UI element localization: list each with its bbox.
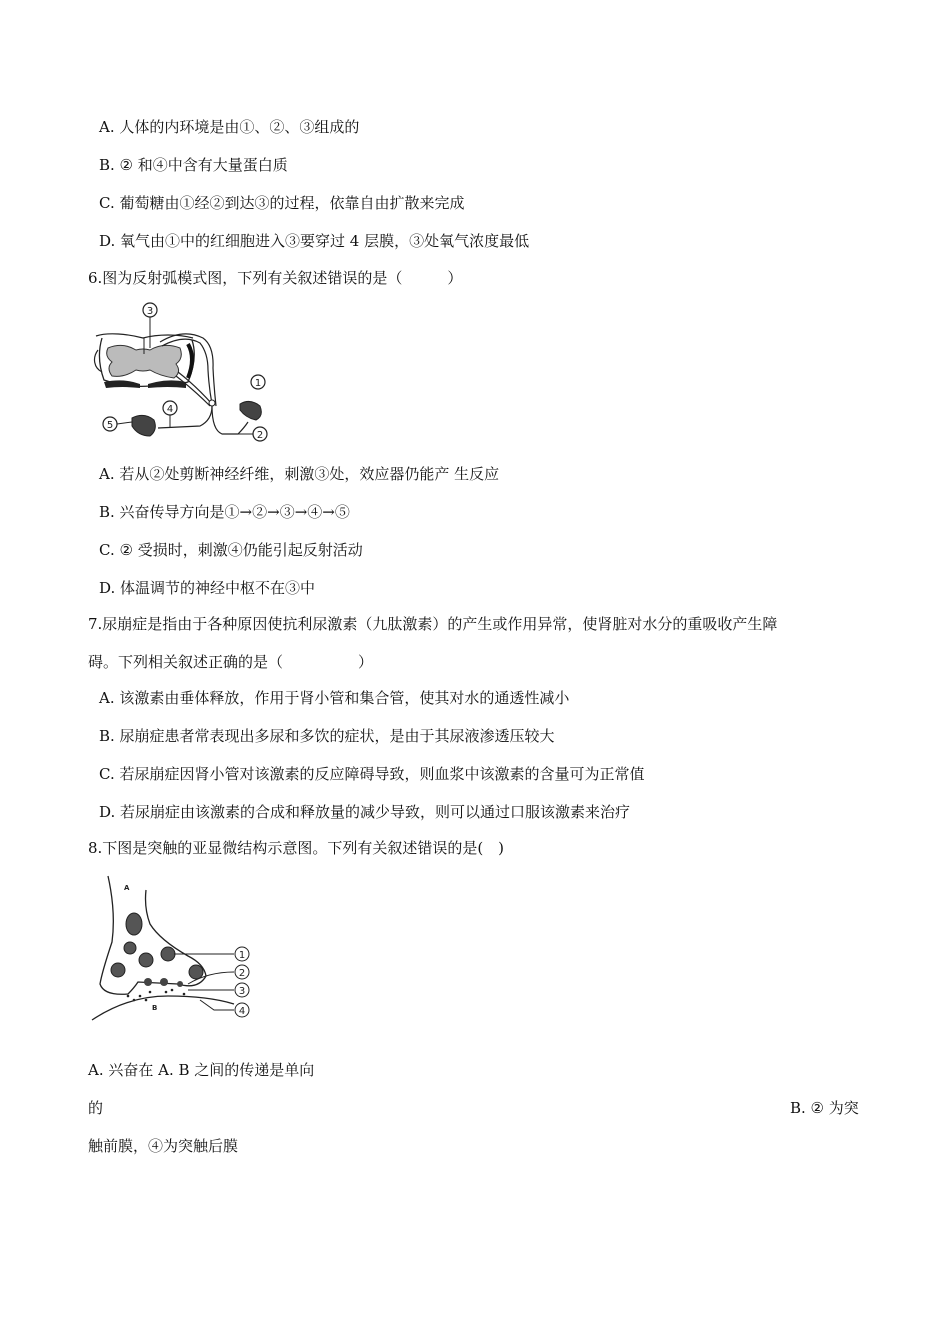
q6-option-d: D. 体温调节的神经中枢不在③中 bbox=[99, 579, 316, 597]
q7-option-a: A. 该激素由垂体释放，作用于肾小管和集合管，使其对水的通透性减小 bbox=[99, 689, 570, 707]
label-1: 1 bbox=[254, 378, 262, 389]
q6-stem: 6.图为反射弧模式图，下列有关叙述错误的是（ ） bbox=[88, 269, 463, 287]
q5-option-d: D. 氧气由①中的红细胞进入③要穿过 4 层膜，③处氧气浓度最低 bbox=[99, 232, 530, 250]
q7-option-c: C. 若尿崩症因肾小管对该激素的反应障碍导致，则血浆中该激素的含量可为正常值 bbox=[99, 765, 645, 783]
label-2: 2 bbox=[256, 430, 264, 441]
synapse-diagram bbox=[88, 872, 260, 1024]
q5-option-a: A. 人体的内环境是由①、②、③组成的 bbox=[99, 118, 360, 136]
label-b: B bbox=[152, 1004, 158, 1012]
q8-option-b-part1: B. ② 为突 bbox=[790, 1099, 859, 1117]
label-3: 3 bbox=[146, 306, 154, 317]
q7-stem-line1: 7.尿崩症是指由于各种原因使抗利尿激素（九肽激素）的产生或作用异常，使肾脏对水分的重吸收产生障 bbox=[88, 615, 778, 633]
label-5: 5 bbox=[106, 420, 114, 431]
q7-stem-line2: 碍。下列相关叙述正确的是（ ） bbox=[88, 653, 374, 671]
q6-option-a: A. 若从②处剪断神经纤维，刺激③处，效应器仍能产 生反应 bbox=[99, 465, 500, 483]
q7-option-b: B. 尿崩症患者常表现出多尿和多饮的症状，是由于其尿液渗透压较大 bbox=[99, 727, 555, 745]
q8-option-a-line2: 的 bbox=[88, 1099, 104, 1117]
label-4: 4 bbox=[238, 1006, 246, 1017]
q8-stem: 8.下图是突触的亚显微结构示意图。下列有关叙述错误的是( ) bbox=[88, 839, 505, 857]
q6-option-c: C. ② 受损时，刺激④仍能引起反射活动 bbox=[99, 541, 363, 559]
q5-option-b: B. ② 和④中含有大量蛋白质 bbox=[99, 156, 288, 174]
q5-option-c: C. 葡萄糖由①经②到达③的过程，依靠自由扩散来完成 bbox=[99, 194, 465, 212]
q7-option-d: D. 若尿崩症由该激素的合成和释放量的减少导致，则可以通过口服该激素来治疗 bbox=[99, 803, 631, 821]
label-2: 2 bbox=[238, 968, 246, 979]
label-4: 4 bbox=[166, 404, 174, 415]
label-a: A bbox=[124, 884, 130, 892]
reflex-arc-diagram bbox=[88, 298, 278, 448]
q8-option-a-line1: A. 兴奋在 A. B 之间的传递是单向 bbox=[88, 1061, 315, 1079]
q6-option-b: B. 兴奋传导方向是①→②→③→④→⑤ bbox=[99, 503, 350, 521]
label-3: 3 bbox=[238, 986, 246, 997]
q8-option-b-part2: 触前膜，④为突触后膜 bbox=[88, 1137, 239, 1155]
label-1: 1 bbox=[238, 950, 246, 961]
